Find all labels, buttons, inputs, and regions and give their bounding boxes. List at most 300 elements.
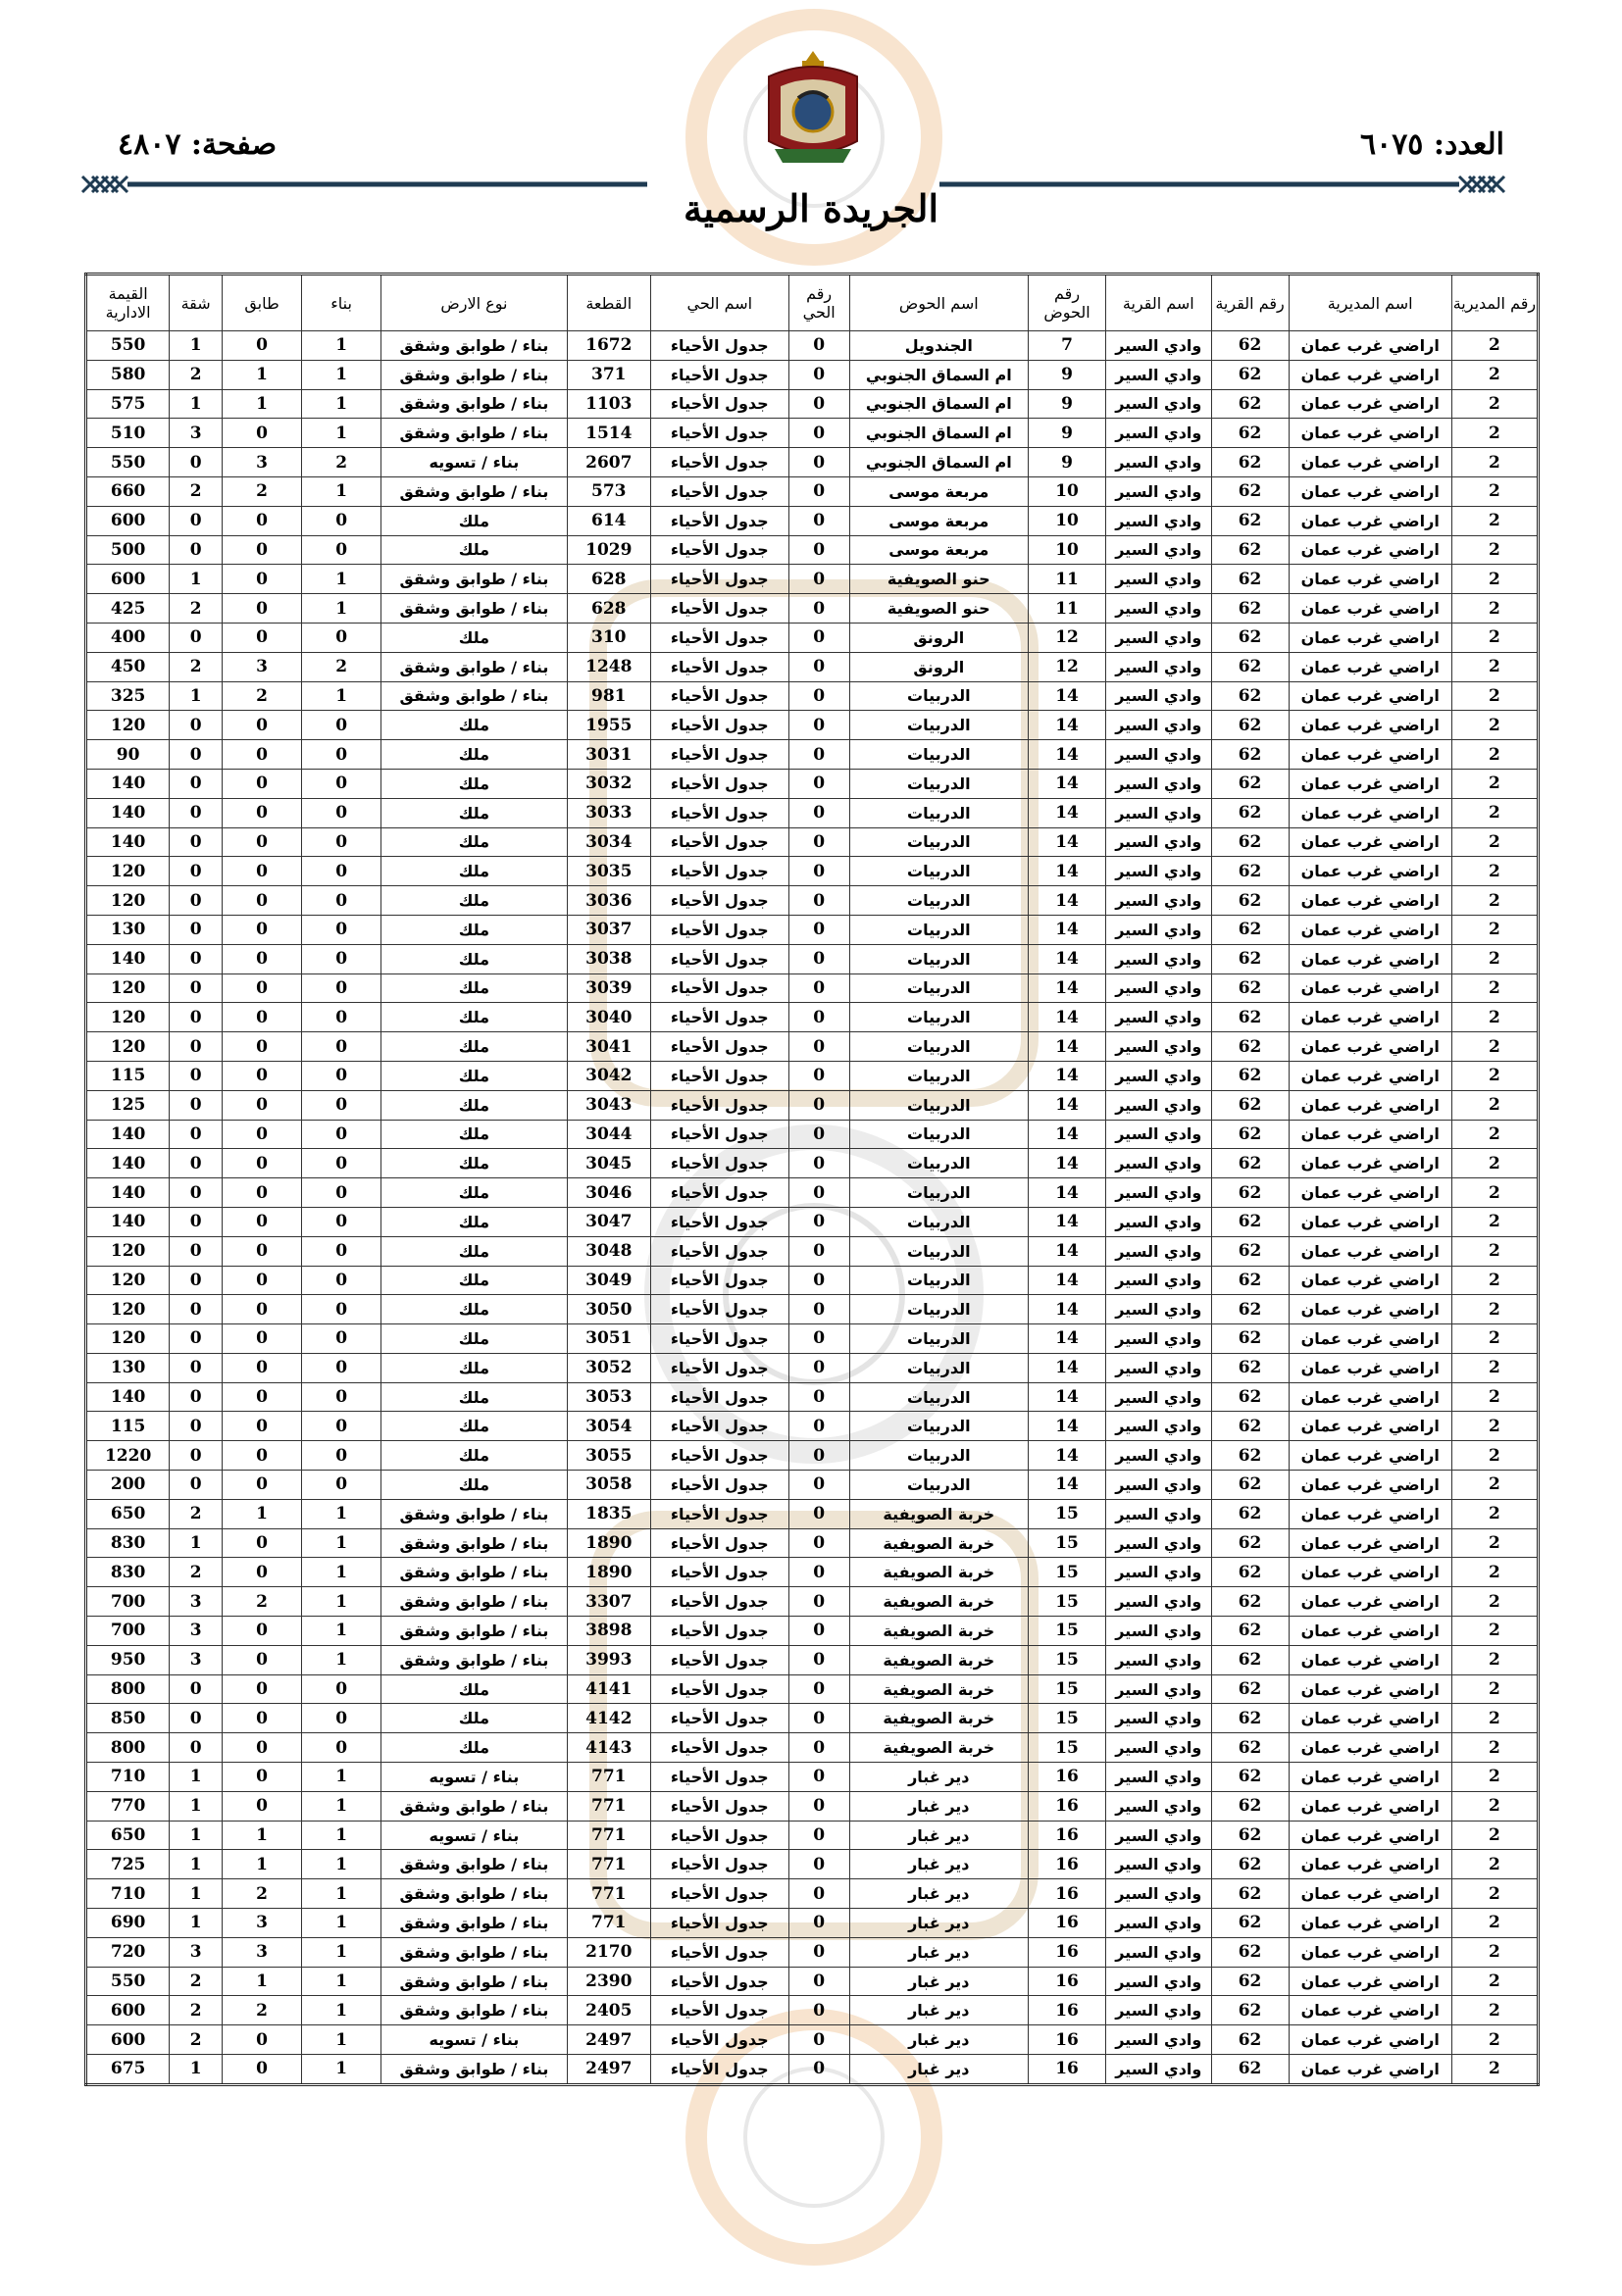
cell-building: 0 [302,769,381,798]
cell-floor: 0 [222,1207,301,1236]
cell-floor: 0 [222,1733,301,1763]
cell-parcel: 628 [567,594,650,624]
cell-district-name: اراضي غرب عمان [1289,2055,1451,2085]
cell-building: 0 [302,1733,381,1763]
cell-district-no: 2 [1451,419,1538,448]
cell-basin-name: دير غبار [849,1909,1028,1938]
cell-basin-no: 14 [1029,1090,1106,1120]
cell-quarter-no: 0 [788,1967,849,1996]
table-row [86,857,1539,886]
cell-parcel: 614 [567,506,650,535]
cell-village-name: وادي السير [1106,389,1211,419]
cell-land-type: ملك [381,1471,568,1500]
cell-building: 1 [302,2025,381,2055]
cell-apartment: 0 [170,1149,223,1178]
cell-basin-no: 14 [1029,1471,1106,1500]
cell-parcel: 2405 [567,1996,650,2025]
cell-village-name: وادي السير [1106,827,1211,857]
cell-village-no: 62 [1211,389,1289,419]
cell-district-no: 2 [1451,1471,1538,1500]
cell-building: 0 [302,1178,381,1208]
cell-district-name: اراضي غرب عمان [1289,1791,1451,1821]
cell-apartment: 0 [170,740,223,770]
cell-village-name: وادي السير [1106,1996,1211,2025]
cell-parcel: 3050 [567,1295,650,1324]
cell-apartment: 1 [170,1791,223,1821]
cell-admin-value: 800 [86,1674,170,1704]
cell-district-no: 2 [1451,1412,1538,1441]
cell-quarter-no: 0 [788,389,849,419]
cell-quarter-name: جدول الأحياء [650,1236,788,1266]
cell-building: 1 [302,2055,381,2085]
cell-village-name: وادي السير [1106,1061,1211,1090]
cell-quarter-name: جدول الأحياء [650,1382,788,1412]
cell-basin-no: 14 [1029,1032,1106,1062]
cell-apartment: 0 [170,857,223,886]
cell-basin-name: ام السماق الجنوبي [849,360,1028,389]
cell-parcel: 371 [567,360,650,389]
cell-floor: 0 [222,1003,301,1032]
cell-building: 1 [302,1967,381,1996]
cell-basin-name: الدربيات [849,711,1028,740]
cell-basin-name: دير غبار [849,2055,1028,2085]
cell-district-no: 2 [1451,389,1538,419]
cell-land-type: ملك [381,1441,568,1471]
cell-quarter-no: 0 [788,1061,849,1090]
cell-parcel: 2497 [567,2055,650,2085]
land-values-table [84,273,1540,2086]
cell-village-no: 62 [1211,1207,1289,1236]
cell-basin-name: الدربيات [849,1295,1028,1324]
cell-parcel: 3041 [567,1032,650,1062]
cell-village-name: وادي السير [1106,1528,1211,1558]
cell-basin-name: الدربيات [849,1003,1028,1032]
cell-district-name: اراضي غرب عمان [1289,1003,1451,1032]
cell-land-type: ملك [381,827,568,857]
cell-parcel: 4141 [567,1674,650,1704]
cell-land-type: بناء / طوابق وشقق [381,1528,568,1558]
cell-admin-value: 580 [86,360,170,389]
cell-basin-name: الدربيات [849,915,1028,944]
cell-quarter-name: جدول الأحياء [650,1178,788,1208]
cell-land-type: بناء / طوابق وشقق [381,1850,568,1879]
cell-quarter-no: 0 [788,886,849,916]
cell-district-name: اراضي غرب عمان [1289,1266,1451,1295]
table-row [86,740,1539,770]
table-row [86,1499,1539,1528]
cell-parcel: 1890 [567,1558,650,1587]
cell-quarter-no: 0 [788,535,849,565]
cell-quarter-no: 0 [788,476,849,506]
cell-apartment: 2 [170,652,223,681]
cell-quarter-no: 0 [788,360,849,389]
cell-district-no: 2 [1451,652,1538,681]
cell-floor: 0 [222,1441,301,1471]
cell-quarter-no: 0 [788,565,849,594]
cell-village-name: وادي السير [1106,1558,1211,1587]
cell-village-no: 62 [1211,1003,1289,1032]
cell-admin-value: 850 [86,1704,170,1733]
cell-quarter-name: جدول الأحياء [650,681,788,711]
cell-floor: 0 [222,1471,301,1500]
cell-admin-value: 90 [86,740,170,770]
cell-parcel: 3042 [567,1061,650,1090]
cell-district-name: اراضي غرب عمان [1289,506,1451,535]
cell-land-type: بناء / تسويه [381,1763,568,1792]
cell-basin-name: الدربيات [849,1236,1028,1266]
cell-basin-name: خربة الصويفية [849,1733,1028,1763]
cell-apartment: 0 [170,1120,223,1149]
cell-apartment: 0 [170,798,223,827]
cell-building: 0 [302,1471,381,1500]
column-header-apartment: شقة [170,275,223,331]
cell-building: 1 [302,594,381,624]
cell-parcel: 771 [567,1821,650,1850]
cell-district-name: اراضي غرب عمان [1289,1324,1451,1354]
cell-admin-value: 130 [86,1353,170,1382]
cell-apartment: 0 [170,827,223,857]
cell-parcel: 573 [567,476,650,506]
cell-floor: 0 [222,1120,301,1149]
table-row [86,769,1539,798]
cell-basin-no: 14 [1029,886,1106,916]
cell-apartment: 0 [170,1207,223,1236]
cell-district-no: 2 [1451,1850,1538,1879]
cell-village-name: وادي السير [1106,2025,1211,2055]
cell-admin-value: 650 [86,1499,170,1528]
cell-land-type: بناء / طوابق وشقق [381,1967,568,1996]
cell-floor: 0 [222,769,301,798]
cell-basin-name: الدربيات [849,1061,1028,1090]
cell-basin-no: 16 [1029,1821,1106,1850]
cell-apartment: 0 [170,448,223,477]
table-row [86,681,1539,711]
cell-basin-no: 14 [1029,1236,1106,1266]
cell-building: 0 [302,944,381,973]
cell-quarter-no: 0 [788,1937,849,1967]
cell-quarter-name: جدول الأحياء [650,1937,788,1967]
cell-district-no: 2 [1451,506,1538,535]
cell-village-name: وادي السير [1106,1120,1211,1149]
cell-village-name: وادي السير [1106,1587,1211,1617]
cell-quarter-name: جدول الأحياء [650,1471,788,1500]
cell-village-name: وادي السير [1106,506,1211,535]
cell-basin-name: الدربيات [849,944,1028,973]
cell-basin-no: 14 [1029,1120,1106,1149]
cell-admin-value: 400 [86,623,170,652]
cell-district-name: اراضي غرب عمان [1289,1149,1451,1178]
cell-quarter-name: جدول الأحياء [650,506,788,535]
cell-apartment: 3 [170,1937,223,1967]
cell-floor: 0 [222,1382,301,1412]
cell-village-no: 62 [1211,886,1289,916]
cell-quarter-no: 0 [788,448,849,477]
cell-floor: 0 [222,535,301,565]
cell-village-name: وادي السير [1106,594,1211,624]
cell-floor: 0 [222,1704,301,1733]
cell-apartment: 0 [170,915,223,944]
table-row [86,1324,1539,1354]
cell-admin-value: 690 [86,1909,170,1938]
table-row [86,1236,1539,1266]
table-row [86,827,1539,857]
cell-building: 0 [302,1236,381,1266]
cell-district-name: اراضي غرب عمان [1289,1763,1451,1792]
cell-village-no: 62 [1211,973,1289,1003]
cell-village-name: وادي السير [1106,1090,1211,1120]
table-row [86,1850,1539,1879]
cell-basin-name: دير غبار [849,1791,1028,1821]
cell-village-no: 62 [1211,1558,1289,1587]
cell-admin-value: 950 [86,1645,170,1674]
table-row [86,1674,1539,1704]
cell-basin-no: 14 [1029,1149,1106,1178]
cell-floor: 0 [222,711,301,740]
cell-district-name: اراضي غرب عمان [1289,1558,1451,1587]
cell-admin-value: 1220 [86,1441,170,1471]
cell-district-name: اراضي غرب عمان [1289,1528,1451,1558]
cell-land-type: بناء / طوابق وشقق [381,389,568,419]
cell-district-name: اراضي غرب عمان [1289,915,1451,944]
cell-parcel: 3044 [567,1120,650,1149]
cell-basin-no: 9 [1029,448,1106,477]
cell-apartment: 0 [170,623,223,652]
cell-admin-value: 770 [86,1791,170,1821]
cell-district-no: 2 [1451,331,1538,361]
cell-basin-no: 9 [1029,419,1106,448]
cell-village-no: 62 [1211,1471,1289,1500]
cell-basin-no: 15 [1029,1587,1106,1617]
column-header-basin-no: رقم الحوض [1029,275,1106,331]
cell-village-no: 62 [1211,1733,1289,1763]
cell-district-name: اراضي غرب عمان [1289,1382,1451,1412]
cell-admin-value: 550 [86,448,170,477]
cell-quarter-name: جدول الأحياء [650,886,788,916]
cell-building: 1 [302,1558,381,1587]
cell-basin-name: الدربيات [849,1178,1028,1208]
cell-land-type: بناء / طوابق وشقق [381,681,568,711]
cell-basin-no: 14 [1029,740,1106,770]
table-row [86,1382,1539,1412]
cell-land-type: بناء / طوابق وشقق [381,1617,568,1646]
cell-floor: 0 [222,1236,301,1266]
cell-district-name: اراضي غرب عمان [1289,448,1451,477]
cell-village-no: 62 [1211,1353,1289,1382]
cell-admin-value: 140 [86,1207,170,1236]
column-header-building: بناء [302,275,381,331]
cell-quarter-name: جدول الأحياء [650,857,788,886]
cell-parcel: 3898 [567,1617,650,1646]
cell-apartment: 1 [170,389,223,419]
cell-land-type: بناء / طوابق وشقق [381,1879,568,1909]
cell-basin-name: الدربيات [849,1441,1028,1471]
cell-village-name: وادي السير [1106,1967,1211,1996]
table-row [86,419,1539,448]
cell-parcel: 1890 [567,1528,650,1558]
cell-basin-no: 15 [1029,1528,1106,1558]
cell-district-name: اراضي غرب عمان [1289,331,1451,361]
cell-basin-no: 14 [1029,711,1106,740]
page-header [0,0,1622,265]
cell-admin-value: 140 [86,827,170,857]
cell-quarter-name: جدول الأحياء [650,1032,788,1062]
cell-building: 0 [302,1266,381,1295]
cell-basin-name: خربة الصويفية [849,1528,1028,1558]
cell-quarter-no: 0 [788,1471,849,1500]
cell-basin-no: 16 [1029,1937,1106,1967]
cell-parcel: 3052 [567,1353,650,1382]
cell-floor: 1 [222,389,301,419]
cell-floor: 1 [222,1967,301,1996]
cell-building: 0 [302,1120,381,1149]
cell-admin-value: 140 [86,1149,170,1178]
cell-admin-value: 120 [86,1324,170,1354]
cell-basin-no: 14 [1029,798,1106,827]
cell-basin-no: 7 [1029,331,1106,361]
cell-basin-no: 14 [1029,915,1106,944]
column-header-district-no: رقم المديرية [1451,275,1538,331]
cell-land-type: ملك [381,711,568,740]
land-values-table-container [84,273,1540,2086]
cell-building: 0 [302,1061,381,1090]
cell-parcel: 3047 [567,1207,650,1236]
cell-apartment: 3 [170,1587,223,1617]
cell-village-name: وادي السير [1106,1499,1211,1528]
table-row [86,331,1539,361]
cell-land-type: ملك [381,1120,568,1149]
cell-village-name: وادي السير [1106,973,1211,1003]
cell-basin-name: الرونق [849,652,1028,681]
cell-village-name: وادي السير [1106,1266,1211,1295]
cell-apartment: 0 [170,1178,223,1208]
cell-quarter-name: جدول الأحياء [650,389,788,419]
cell-village-name: وادي السير [1106,1207,1211,1236]
cell-district-no: 2 [1451,1645,1538,1674]
cell-district-no: 2 [1451,594,1538,624]
table-row [86,623,1539,652]
table-row [86,506,1539,535]
cell-building: 0 [302,1704,381,1733]
cell-building: 0 [302,1149,381,1178]
cell-basin-name: خربة الصويفية [849,1617,1028,1646]
cell-district-no: 2 [1451,1558,1538,1587]
cell-admin-value: 140 [86,1120,170,1149]
cell-quarter-no: 0 [788,1178,849,1208]
cell-basin-no: 14 [1029,1207,1106,1236]
cell-parcel: 771 [567,1879,650,1909]
cell-basin-name: الدربيات [849,1324,1028,1354]
table-row [86,1441,1539,1471]
cell-quarter-no: 0 [788,652,849,681]
cell-building: 1 [302,1850,381,1879]
cell-quarter-no: 0 [788,1996,849,2025]
cell-admin-value: 830 [86,1558,170,1587]
cell-basin-name: خربة الصويفية [849,1674,1028,1704]
cell-land-type: ملك [381,1266,568,1295]
cell-land-type: ملك [381,1324,568,1354]
cell-land-type: بناء / طوابق وشقق [381,476,568,506]
cell-apartment: 0 [170,769,223,798]
cell-district-no: 2 [1451,1353,1538,1382]
cell-village-no: 62 [1211,594,1289,624]
cell-quarter-name: جدول الأحياء [650,594,788,624]
cell-parcel: 771 [567,1791,650,1821]
cell-quarter-no: 0 [788,1879,849,1909]
cell-apartment: 0 [170,1061,223,1090]
cell-district-no: 2 [1451,1937,1538,1967]
cell-apartment: 0 [170,973,223,1003]
cell-village-name: وادي السير [1106,1763,1211,1792]
cell-land-type: ملك [381,1149,568,1178]
cell-district-name: اراضي غرب عمان [1289,535,1451,565]
cell-district-no: 2 [1451,1879,1538,1909]
cell-basin-no: 14 [1029,1003,1106,1032]
cell-quarter-name: جدول الأحياء [650,1441,788,1471]
cell-admin-value: 115 [86,1061,170,1090]
cell-quarter-name: جدول الأحياء [650,1207,788,1236]
table-row [86,1003,1539,1032]
table-row [86,1412,1539,1441]
cell-district-name: اراضي غرب عمان [1289,1236,1451,1266]
cell-quarter-name: جدول الأحياء [650,1528,788,1558]
cell-admin-value: 710 [86,1879,170,1909]
cell-quarter-name: جدول الأحياء [650,1791,788,1821]
cell-building: 1 [302,1937,381,1967]
cell-quarter-name: جدول الأحياء [650,1879,788,1909]
cell-basin-name: دير غبار [849,2025,1028,2055]
cell-district-no: 2 [1451,1674,1538,1704]
cell-quarter-no: 0 [788,827,849,857]
cell-land-type: ملك [381,1295,568,1324]
cell-basin-no: 9 [1029,360,1106,389]
cell-admin-value: 725 [86,1850,170,1879]
cell-quarter-no: 0 [788,1850,849,1879]
cell-quarter-no: 0 [788,506,849,535]
cell-land-type: ملك [381,740,568,770]
cell-admin-value: 720 [86,1937,170,1967]
cell-basin-name: دير غبار [849,1967,1028,1996]
cell-basin-no: 10 [1029,476,1106,506]
cell-quarter-name: جدول الأحياء [650,331,788,361]
table-row [86,594,1539,624]
cell-district-name: اراضي غرب عمان [1289,1499,1451,1528]
cell-parcel: 2607 [567,448,650,477]
cell-district-name: اراضي غرب عمان [1289,1617,1451,1646]
cell-land-type: بناء / طوابق وشقق [381,1909,568,1938]
cell-parcel: 3034 [567,827,650,857]
cell-district-name: اراضي غرب عمان [1289,565,1451,594]
cell-admin-value: 660 [86,476,170,506]
cell-quarter-no: 0 [788,594,849,624]
cell-village-name: وادي السير [1106,915,1211,944]
cell-village-no: 62 [1211,681,1289,711]
cell-village-name: وادي السير [1106,944,1211,973]
cell-land-type: ملك [381,1353,568,1382]
cell-apartment: 1 [170,2055,223,2085]
cell-village-name: وادي السير [1106,1909,1211,1938]
cell-admin-value: 450 [86,652,170,681]
cell-parcel: 310 [567,623,650,652]
cell-floor: 0 [222,1645,301,1674]
cell-building: 1 [302,1879,381,1909]
cell-admin-value: 120 [86,973,170,1003]
cell-district-no: 2 [1451,1324,1538,1354]
cell-district-no: 2 [1451,827,1538,857]
cell-building: 0 [302,1324,381,1354]
cell-village-name: وادي السير [1106,769,1211,798]
cell-apartment: 0 [170,1266,223,1295]
cell-building: 1 [302,476,381,506]
